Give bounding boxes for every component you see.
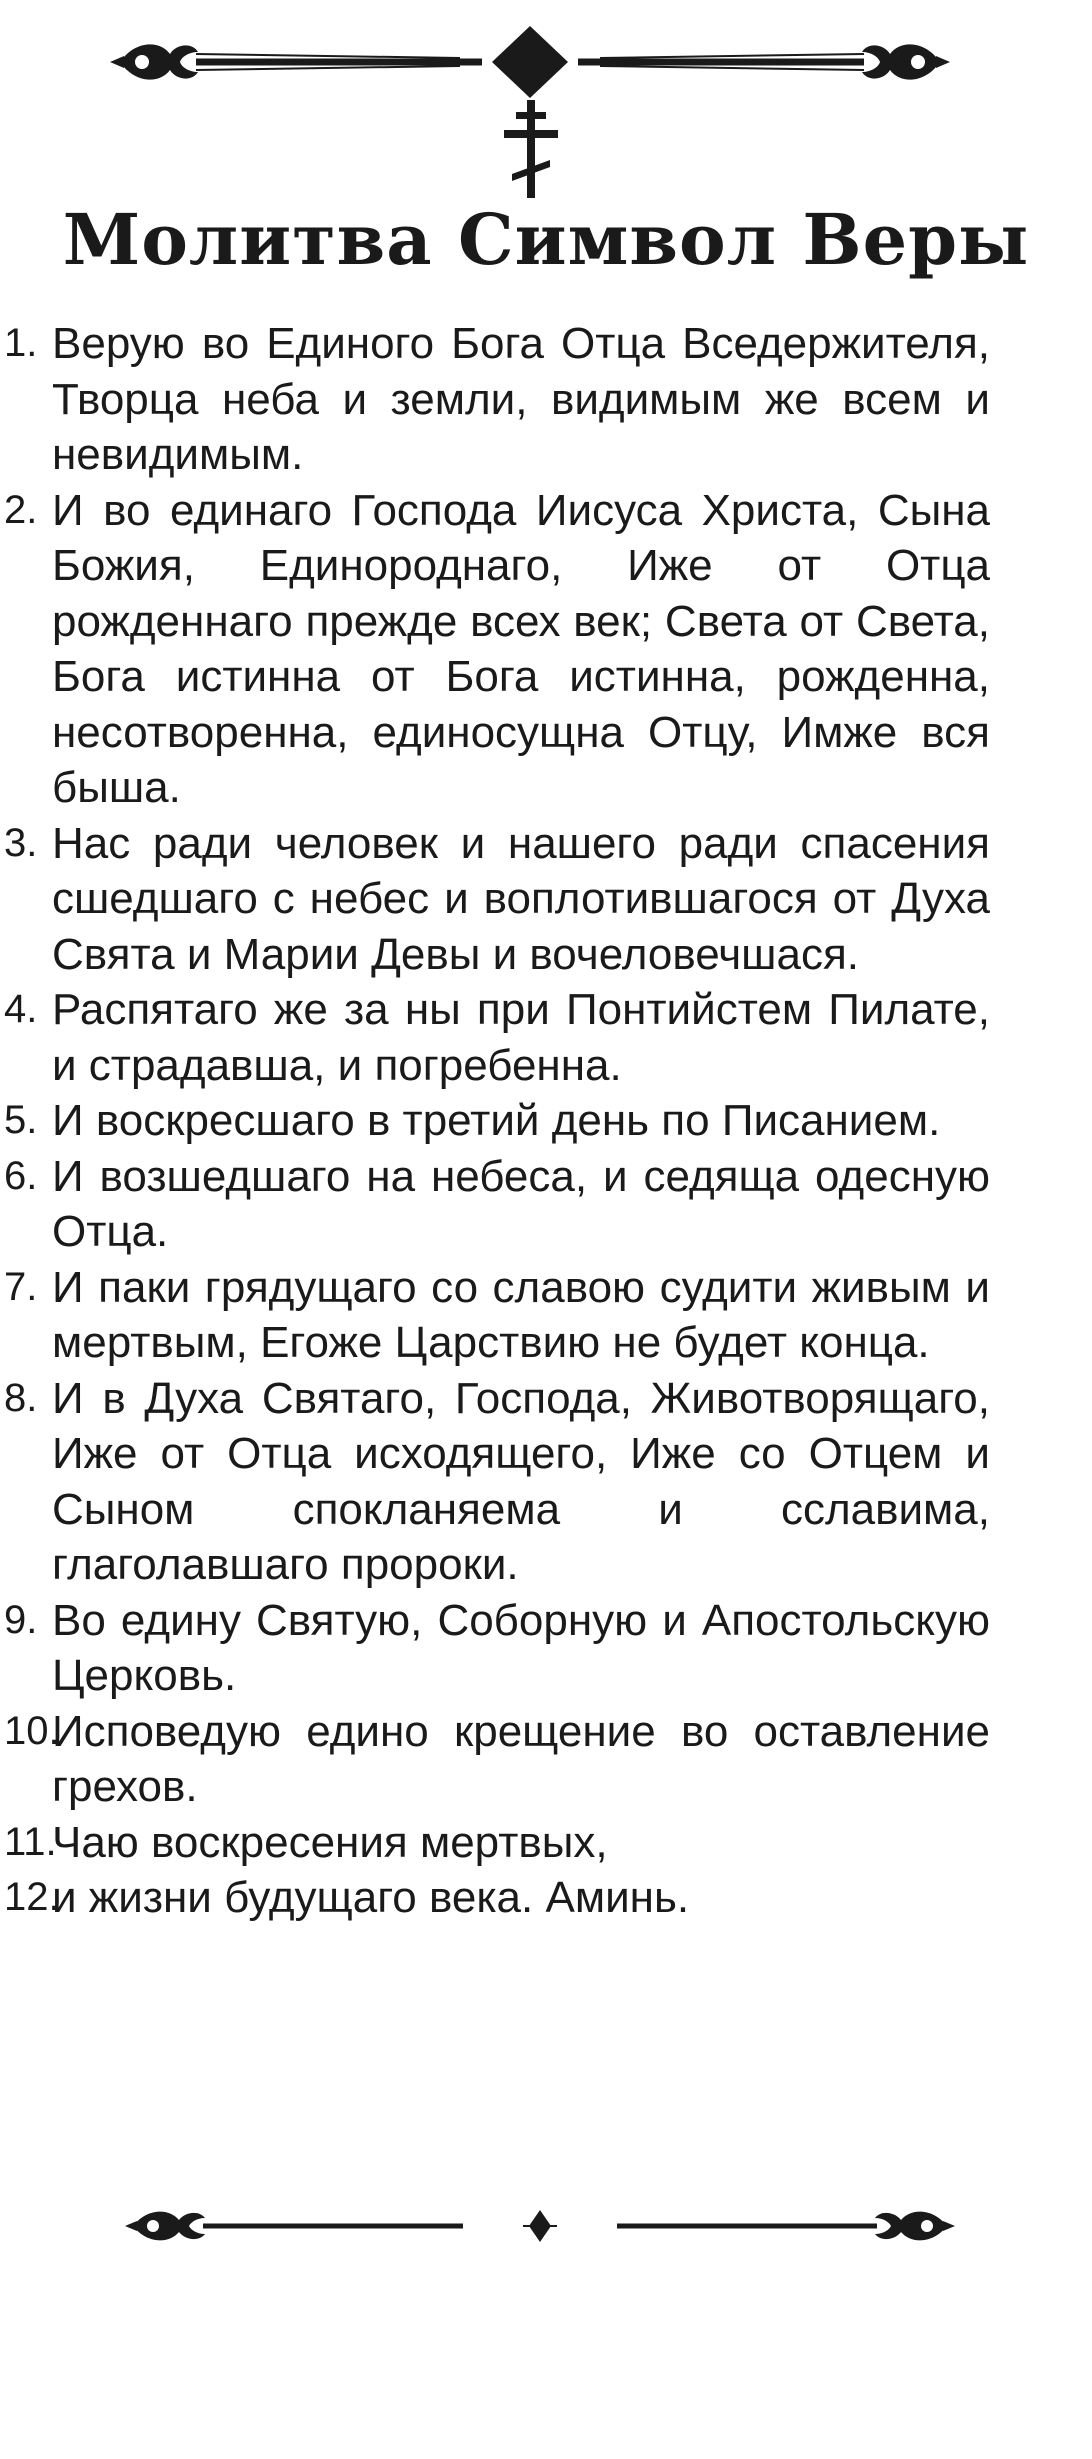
verse-text: И паки грядущаго со славою судити живым и мертвым, Егоже Царствию не будет конца.	[52, 1262, 990, 1367]
verse-text: Во едину Святую, Соборную и Апостольскую Церковь.	[52, 1595, 990, 1700]
verse-number: 6.	[4, 1153, 38, 1198]
top-ornament-icon	[110, 22, 950, 102]
verse-number: 5.	[4, 1098, 38, 1142]
verse-item	[0, 1149, 990, 1260]
verse-text: И воскресшаго в третий день по Писанием.	[52, 1096, 941, 1145]
page-title: Молитва Символ Веры	[62, 198, 1030, 281]
verse-number: 10.	[4, 1708, 60, 1753]
verse-item	[0, 1371, 990, 1593]
verse-number: 12.	[4, 1875, 60, 1919]
verse-item	[0, 1704, 990, 1815]
verse-text: Распятаго же за ны при Понтийстем Пилате, и страдавша, и погребенна.	[52, 985, 990, 1090]
verse-text: Верую во Единого Бога Отца Вседержителя, Творца неба и земли, видимым же всем и невидимым.	[52, 319, 990, 479]
verse-item	[0, 1260, 990, 1371]
verse-number: 3.	[4, 820, 38, 865]
verse-number: 2.	[4, 487, 38, 532]
bottom-ornament-icon	[125, 2196, 955, 2256]
verse-number: 11.	[4, 1819, 57, 1864]
verse-item	[0, 1870, 990, 1926]
verse-item	[0, 316, 990, 483]
verse-item	[0, 816, 990, 983]
verse-item	[0, 1815, 990, 1871]
verse-text: Чаю воскресения мертвых,	[52, 1817, 608, 1867]
verse-item	[0, 982, 990, 1093]
verse-number: 4.	[4, 987, 38, 1031]
verse-number: 7.	[4, 1264, 38, 1309]
verse-number: 1.	[4, 321, 38, 365]
verse-item	[0, 1093, 990, 1149]
verse-text: Нас ради человек и нашего ради спасения сшедшаго с небес и воплотившагося от Духа Свята и Марии Девы и вочеловечшася.	[52, 818, 990, 979]
verse-number: 9.	[4, 1597, 38, 1642]
verse-text: Исповедую едино крещение во оставление грехов.	[52, 1706, 990, 1811]
verse-number: 8.	[4, 1375, 38, 1420]
verse-text: И в Духа Святаго, Господа, Животворящаго, Иже от Отца исходящего, Иже со Отцем и Сыном спокланяема и сславима, глаголавшаго пророки.	[52, 1373, 990, 1589]
verse-text: и жизни будущаго века. Аминь.	[52, 1873, 690, 1922]
verse-text: И возшедшаго на небеса, и седяща одесную Отца.	[52, 1151, 990, 1256]
orthodox-cross-icon	[500, 100, 562, 198]
verse-item	[0, 1593, 990, 1704]
verse-text: И во единаго Господа Иисуса Христа, Сына Божия, Единороднаго, Иже от Отца рожденнаго прежде всех век; Света от Света, Бога истинна от Бога истинна, рожденна, несотворенна, единосущна Отцу, Имже вся быша.	[52, 485, 990, 812]
verse-item	[0, 483, 990, 816]
prayer-text	[0, 316, 990, 1926]
